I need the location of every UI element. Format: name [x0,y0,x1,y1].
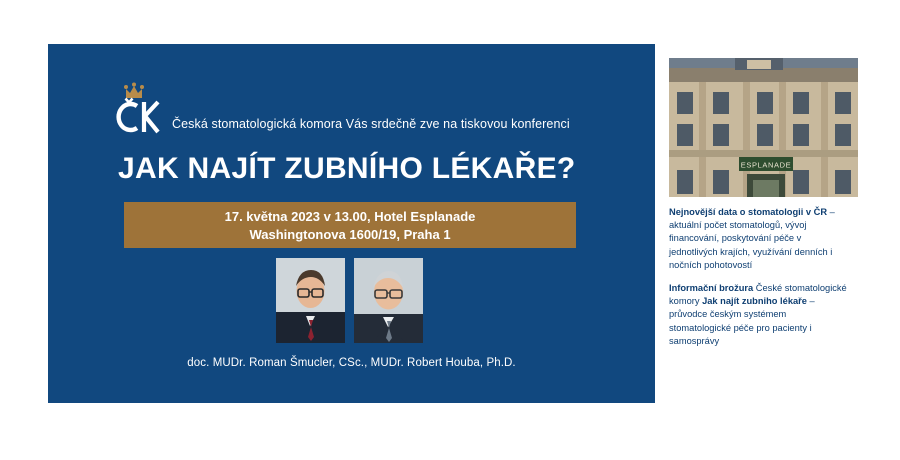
page-title: JAK NAJÍT ZUBNÍHO LÉKAŘE? [118,152,576,185]
side-note-brochure-rest: – průvodce českým systémem stomatologické péče pro pacienty i samosprávy [669,296,815,346]
svg-text:ESPLANADE: ESPLANADE [740,160,792,170]
portrait-robert-houba [354,258,423,343]
side-note-brochure-lead: Jak najít zubniho lékaře [702,296,807,307]
hotel-esplanade-photo [669,58,858,197]
invitation-line: Česká stomatologická komora Vás srdečně zve na tiskovou konferenci [172,117,570,131]
event-date-line: 17. května 2023 v 13.00, Hotel Esplanade [224,208,476,224]
poster-left-panel [48,44,655,403]
side-note-data-rest: – aktuální počet stomatologů, vývoj financování, poskytování péče v jednotlivých krajích, využívání denních i nočních pohotovostí [669,207,835,270]
brand-logo-row [116,82,570,138]
side-note-data-lead: Nejnovější data o stomatologii v ČR [669,207,828,217]
speaker-portraits [276,258,423,343]
portrait-roman-smucler [276,258,345,343]
press-conference-poster [48,44,858,403]
side-note-data [669,206,847,272]
side-note-brochure-mid: České stomatologické komory [669,282,847,307]
speaker-names: doc. MUDr. Roman Šmucler, CSc., MUDr. Robert Houba, Ph.D. [187,357,516,369]
side-notes [669,206,847,358]
crown-icon [116,82,162,138]
side-note-brochure [669,282,847,348]
poster-right-panel [655,44,858,403]
side-note-brochure-pre: Informační brožura [669,282,754,293]
event-address-line: Washingtonova 1600/19, Praha 1 [249,226,451,242]
event-details-bar [124,202,576,248]
